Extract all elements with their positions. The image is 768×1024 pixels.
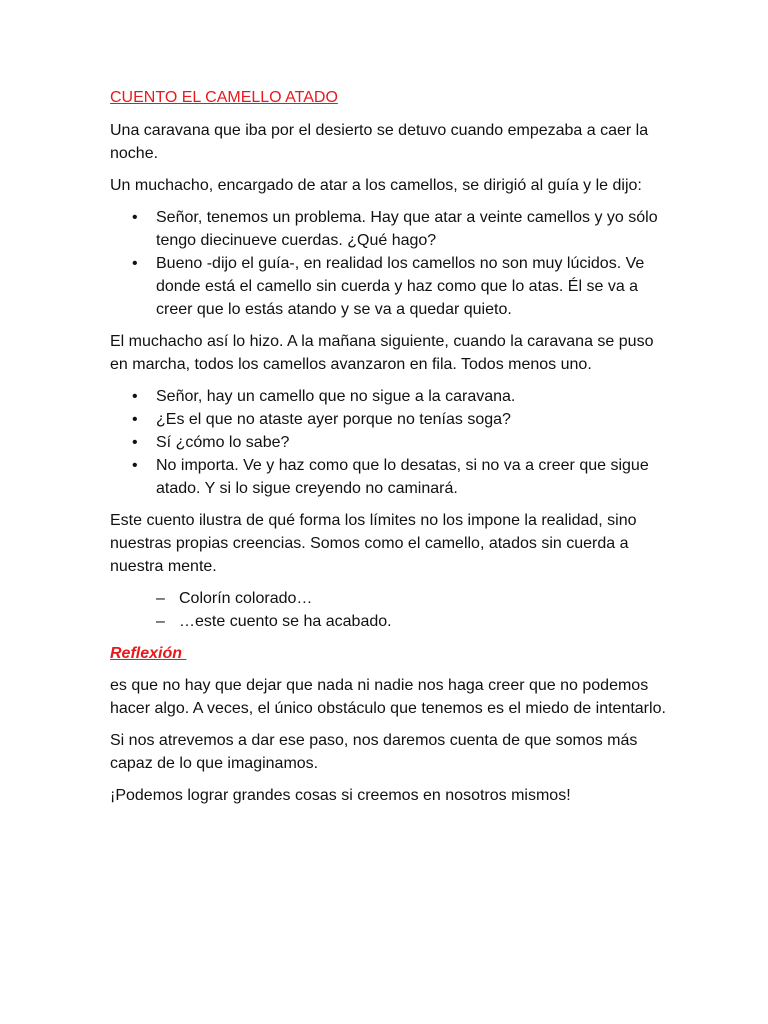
paragraph-final: ¡Podemos lograr grandes cosas si creemos en nosotros mismos! bbox=[110, 787, 571, 804]
list-item bbox=[110, 385, 670, 408]
list-item bbox=[110, 408, 670, 431]
paragraph-atrevemos: Si nos atrevemos a dar ese paso, nos daremos cuenta de que somos más capaz de lo que imaginamos. bbox=[110, 732, 638, 772]
list-item bbox=[110, 206, 670, 252]
paragraph-moraleja: Este cuento ilustra de qué forma los límites no los impone la realidad, sino nuestras propias creencias. Somos como el camello, atados sin cuerda a nuestra mente. bbox=[110, 512, 637, 575]
list-item bbox=[110, 587, 670, 610]
reflexion-heading: Reflexión bbox=[110, 645, 187, 662]
list-item-text: Señor, tenemos un problema. Hay que atar a veinte camellos y yo sólo tengo diecinueve cuerdas. ¿Qué hago? bbox=[156, 209, 658, 249]
list-item bbox=[110, 610, 670, 633]
dash-icon: – bbox=[156, 590, 165, 607]
bullet-icon: • bbox=[132, 457, 138, 474]
paragraph-intro: Una caravana que iba por el desierto se detuvo cuando empezaba a caer la noche. bbox=[110, 122, 649, 162]
paragraph-reflexion: es que no hay que dejar que nada ni nadie nos haga creer que no podemos hacer algo. A veces, el único obstáculo que tenemos es el miedo de intentarlo. bbox=[110, 677, 666, 717]
bullet-icon: • bbox=[132, 388, 138, 405]
closing-list bbox=[110, 587, 670, 633]
list-item bbox=[110, 431, 670, 454]
list-item-text: No importa. Ve y haz como que lo desatas, si no va a creer que sigue atado. Y si lo sigue creyendo no caminará. bbox=[156, 457, 649, 497]
list-item-text: Colorín colorado… bbox=[179, 590, 313, 607]
list-item-text: Bueno -dijo el guía-, en realidad los camellos no son muy lúcidos. Ve donde está el camello sin cuerda y haz como que lo atas. Él se va a creer que lo estás atando y se va a quedar quieto. bbox=[156, 255, 645, 318]
bullet-icon: • bbox=[132, 411, 138, 428]
bullet-icon: • bbox=[132, 255, 138, 272]
list-item-text: …este cuento se ha acabado. bbox=[179, 613, 392, 630]
paragraph-manana: El muchacho así lo hizo. A la mañana siguiente, cuando la caravana se puso en marcha, todos los camellos avanzaron en fila. Todos menos uno. bbox=[110, 333, 654, 373]
bullet-icon: • bbox=[132, 209, 138, 226]
bullet-icon: • bbox=[132, 434, 138, 451]
paragraph-muchacho: Un muchacho, encargado de atar a los camellos, se dirigió al guía y le dijo: bbox=[110, 177, 642, 194]
list-item-text: Sí ¿cómo lo sabe? bbox=[156, 434, 290, 451]
list-item-text: Señor, hay un camello que no sigue a la caravana. bbox=[156, 388, 516, 405]
dialogue-list-1 bbox=[110, 206, 670, 321]
document-title: CUENTO EL CAMELLO ATADO bbox=[110, 89, 338, 106]
list-item bbox=[110, 252, 670, 321]
dash-icon: – bbox=[156, 613, 165, 630]
dialogue-list-2 bbox=[110, 385, 670, 500]
list-item-text: ¿Es el que no ataste ayer porque no tenías soga? bbox=[156, 411, 511, 428]
list-item bbox=[110, 454, 670, 500]
document-page bbox=[110, 86, 670, 816]
